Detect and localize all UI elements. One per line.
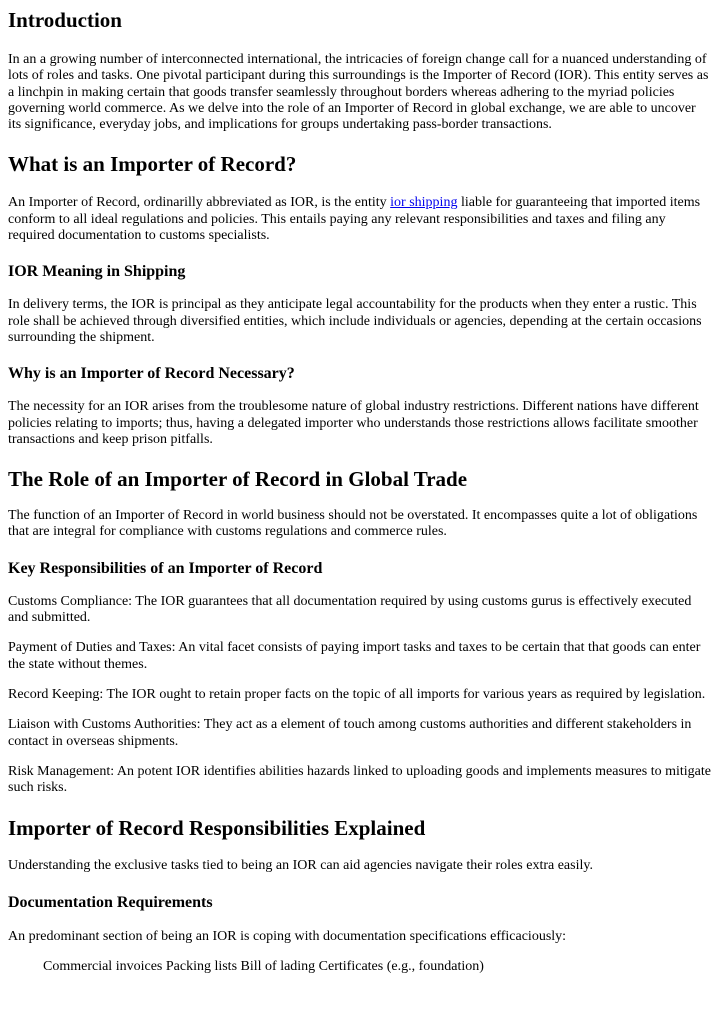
responsibility-duties-taxes: Payment of Duties and Taxes: An vital facet consists of paying import tasks and taxes to be certain that that goods can enter the state without themes.: [8, 640, 701, 672]
documentation-paragraph: An predominant section of being an IOR is coping with documentation specifications efficaciously:: [8, 928, 567, 944]
introduction-heading: Introduction: [8, 8, 122, 32]
responsibility-risk-management: Risk Management: An potent IOR identifies abilities hazards linked to uploading goods and implements measures to mitigate such risks.: [8, 763, 711, 796]
ior-shipping-link[interactable]: ior shipping: [390, 195, 458, 211]
what-is-ior-heading: What is an Importer of Record?: [8, 152, 297, 177]
responsibilities-explained-heading: Importer of Record Responsibilities Explained: [8, 816, 426, 841]
responsibilities-explained-paragraph: Understanding the exclusive tasks tied to being an IOR can aid agencies navigate their roles extra easily.: [8, 858, 593, 874]
ior-meaning-paragraph: In delivery terms, the IOR is principal as they anticipate legal accountability for the products when they enter a rustic. This role shall be achieved through diversified entities, which include individuals or agencies, depending at the certain occasions surrounding the shipment.: [8, 297, 702, 345]
what-is-ior-text-end: liable for guaranteeing that imported items conform to all ideal regulations and policies. This entails paying any relevant responsibilities and taxes and filing any required documentation to customs specialists.: [8, 195, 701, 244]
key-responsibilities-heading: Key Responsibilities of an Importer of Record: [8, 559, 323, 577]
role-paragraph: The function of an Importer of Record in world business should not be overstated. It encompasses quite a lot of obligations that are integral for compliance with customs regulations and commerce rules.: [8, 508, 698, 540]
documentation-list: Commercial invoices Packing lists Bill of lading Certificates (e.g., foundation): [43, 959, 484, 975]
documentation-requirements-heading: Documentation Requirements: [8, 893, 213, 911]
ior-meaning-heading: IOR Meaning in Shipping: [8, 263, 186, 281]
responsibility-record-keeping: Record Keeping: The IOR ought to retain proper facts on the topic of all imports for various years as required by legislation.: [8, 686, 706, 702]
what-is-ior-text-start: An Importer of Record, ordinarilly abbreviated as IOR, is the entity: [8, 195, 391, 211]
why-ior-heading: Why is an Importer of Record Necessary?: [8, 365, 295, 383]
responsibility-customs-compliance: Customs Compliance: The IOR guarantees that all documentation required by using customs gurus is effectively executed and submitted.: [8, 593, 692, 626]
role-heading: The Role of an Importer of Record in Global Trade: [8, 467, 468, 492]
responsibility-liaison: Liaison with Customs Authorities: They act as a element of touch among customs authorities and different stakeholders in contact in overseas shipments.: [8, 717, 692, 749]
article: [0, 8, 720, 975]
what-is-ior-paragraph: [8, 195, 712, 244]
introduction-paragraph: In an a growing number of interconnected international, the intricacies of foreign change call for a nuanced understanding of lots of roles and tasks. One pivotal participant during this surroundings is the Importer of Record (IOR). This entity serves as a linchpin in making certain that goods transfer seamlessly throughout borders whereas adhering to the myriad policies governing world commerce. As we delve into the role of an Importer of Record in global exchange, we are able to uncover its significance, everyday jobs, and implications for groups undertaking pass-border transactions.: [8, 52, 709, 133]
why-ior-paragraph: The necessity for an IOR arises from the troublesome nature of global industry restrictions. Different nations have different policies relating to imports; thus, having a delegated importer who understands those restrictions allows facilitate smoother transactions and keep prison pitfalls.: [8, 399, 699, 447]
